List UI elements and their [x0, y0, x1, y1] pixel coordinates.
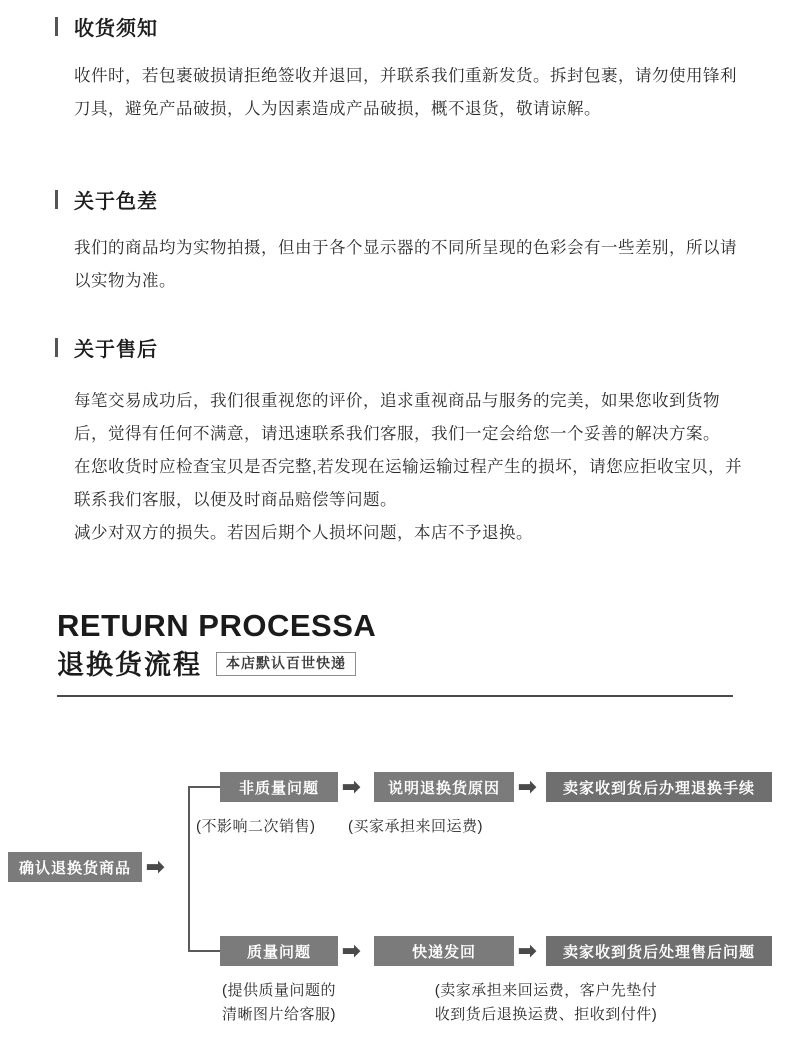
flow-node-bottom-2: 快递发回: [374, 936, 514, 966]
flow-node-top-2: 说明退换货原因: [374, 772, 514, 802]
flow-node-start: 确认退换货商品: [8, 852, 142, 882]
flow-caption-top-1: (不影响二次销售): [196, 818, 316, 835]
flow-connector-bottom: [188, 950, 220, 952]
flow-node-bottom-3: 卖家收到货后处理售后问题: [546, 936, 772, 966]
return-process-title-block: [57, 608, 733, 697]
flow-caption-top-2: (买家承担来回运费): [348, 818, 483, 835]
flow-connector-vertical: [188, 786, 190, 952]
section-body-color-difference: [74, 232, 738, 298]
heading-bar-icon: [55, 17, 58, 36]
heading-bar-icon: [55, 190, 58, 209]
paragraph: 在您收货时应检查宝贝是否完整,若发现在运输运输过程产生的损坏，请您应拒收宝贝，并联系我们客服，以便及时商品赔偿等问题。: [74, 458, 743, 509]
arrow-right-icon: ➡: [146, 854, 165, 879]
flow-connector-top: [188, 786, 220, 788]
flow-caption-bottom-2-line1: (卖家承担来回运费，客户先垫付: [434, 982, 658, 999]
heading-bar-icon: [55, 338, 58, 357]
arrow-right-icon: ➡: [342, 774, 361, 799]
paragraph: 我们的商品均为实物拍摄，但由于各个显示器的不同所呈现的色彩会有一些差别，所以请以实物为准。: [74, 239, 737, 290]
arrow-right-icon: ➡: [342, 938, 361, 963]
paragraph: 每笔交易成功后，我们很重视您的评价，追求重视商品与服务的完美，如果您收到货物后，觉得有任何不满意，请迅速联系我们客服，我们一定会给您一个妥善的解决方案。: [74, 392, 720, 443]
section-title: 关于色差: [74, 191, 158, 213]
section-heading-color-difference: [55, 185, 158, 214]
arrow-right-icon: ➡: [518, 938, 537, 963]
flow-caption-bottom-2-line2: 收到货后退换运费、拒收到付件): [434, 1006, 658, 1023]
arrow-right-icon: ➡: [518, 774, 537, 799]
section-heading-shipping-notice: [55, 12, 158, 41]
flow-node-top-1: 非质量问题: [220, 772, 338, 802]
courier-tag: 本店默认百世快递: [216, 652, 356, 676]
section-body-shipping-notice: [74, 60, 738, 126]
flow-caption-bottom-1-line1: (提供质量问题的: [222, 982, 336, 999]
section-title: 关于售后: [74, 339, 158, 361]
return-process-title-row: [57, 649, 733, 681]
flow-node-bottom-1: 质量问题: [220, 936, 338, 966]
flow-node-top-3: 卖家收到货后办理退换手续: [546, 772, 772, 802]
return-process-title-en: RETURN PROCESSA: [57, 608, 377, 643]
divider: [57, 695, 733, 697]
section-title: 收货须知: [74, 18, 158, 40]
section-body-after-sales: [74, 385, 744, 550]
paragraph: 减少对双方的损失。若因后期个人损坏问题，本店不予退换。: [74, 524, 533, 542]
flow-caption-bottom-1-line2: 清晰图片给客服): [222, 1006, 336, 1023]
return-flow-chart: [0, 748, 790, 1048]
return-process-title-cn: 退换货流程: [57, 649, 202, 680]
section-heading-after-sales: [55, 333, 158, 362]
paragraph: 收件时，若包裹破损请拒绝签收并退回，并联系我们重新发货。拆封包裹，请勿使用锋利刀具，避免产品破损，人为因素造成产品破损，概不退货，敬请谅解。: [74, 67, 737, 118]
